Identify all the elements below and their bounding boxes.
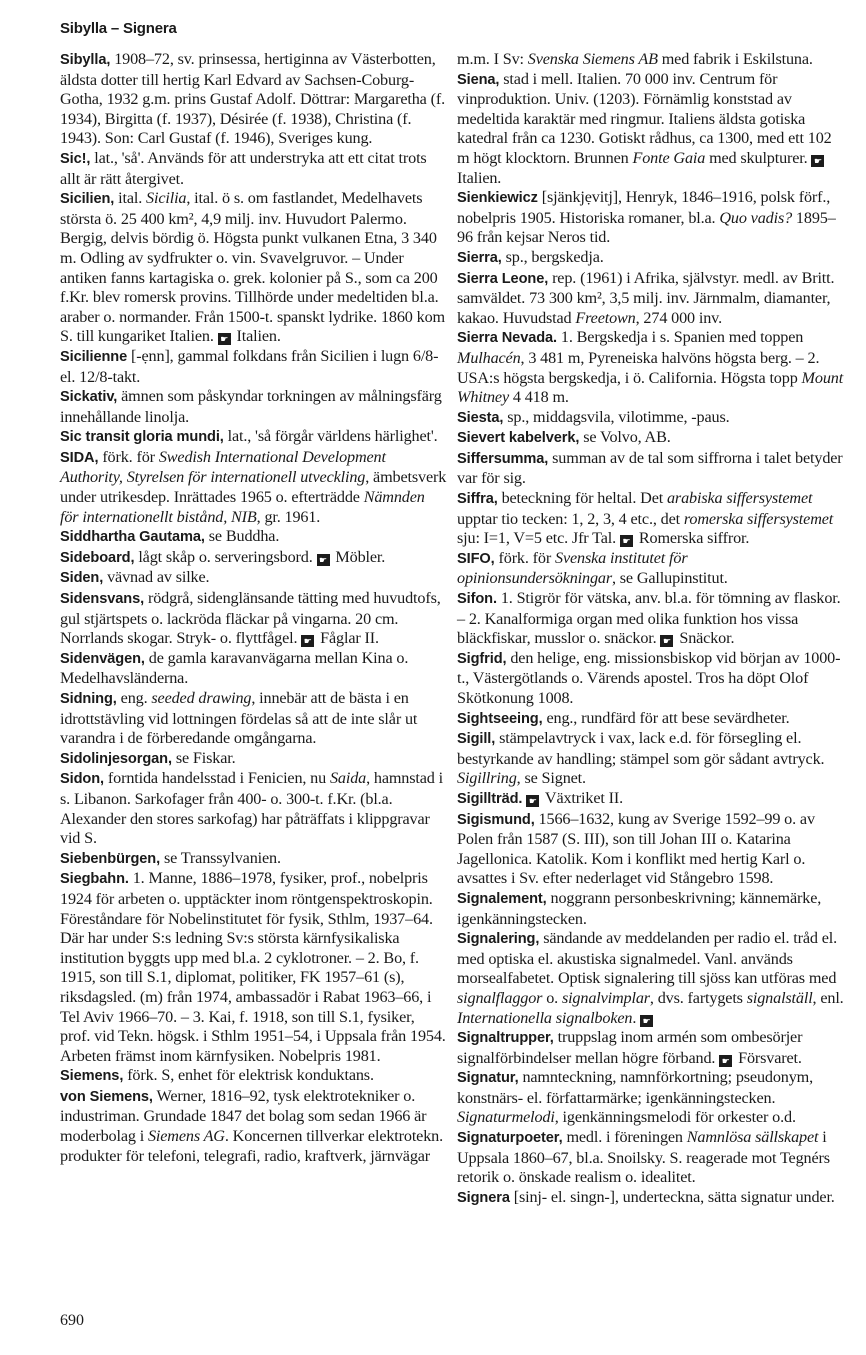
entry-text: 1895–96 från kejsar Neros tid. [457, 208, 836, 247]
entry-text: Werner, 1816–92, tysk elektrotekniker o. industriman. Grundade 1847 det bolag som sedan 1966 är moderbolag i [60, 1086, 427, 1146]
entry-italic-text: Mount Whitney [457, 368, 844, 407]
dictionary-entry [60, 189, 447, 347]
dictionary-entry [60, 849, 447, 870]
entry-italic-text: Svenska institutet för opinionsundersökningar [457, 548, 688, 588]
pointer-box-icon: ☛ [640, 1015, 653, 1027]
entry-italic-text: signalvimplar [561, 988, 650, 1007]
entry-text: se Fiskar. [171, 748, 236, 767]
entry-headword: Sienkiewicz [457, 190, 538, 207]
dictionary-entry [60, 689, 447, 749]
entry-text: 1. Bergskedja i s. Spanien med toppen [557, 328, 804, 347]
pointer-box-icon: ☛ [526, 795, 539, 807]
entry-headword: Signaltrupper, [457, 1030, 554, 1047]
pointer-box-icon: ☛ [317, 554, 330, 566]
dictionary-entry [457, 408, 844, 429]
entry-text: sju: I=1, V=5 etc. Jfr Tal. [457, 529, 620, 548]
entry-text: 4 418 m. [509, 388, 569, 407]
dictionary-entry [457, 729, 844, 789]
entry-text: rep. (1961) i Afrika, självstyr. medl. av Britt. samväldet. 73 300 km², 3,5 milj. inv. Järnmalm, diamanter, kakao. Huvudstad [457, 268, 835, 327]
dictionary-entry [60, 649, 447, 689]
dictionary-entry [60, 749, 447, 770]
entry-italic-text: Svenska Siemens AB [527, 50, 658, 68]
entry-text: vävnad av silke. [103, 568, 210, 587]
pointer-box-icon: ☛ [218, 333, 231, 345]
dictionary-entry [60, 1066, 447, 1087]
entry-headword: Siffersumma, [457, 450, 549, 467]
dictionary-entry [457, 589, 844, 649]
dictionary-entry [60, 548, 447, 569]
entry-headword: Sigillträd. [457, 790, 523, 807]
dictionary-entry [457, 789, 844, 810]
entry-headword: Sidensvans, [60, 591, 145, 608]
entry-text: namnteckning, namnförkortning; pseudonym, konstnärs- el. författarmärke; igenkänningstecken. [457, 1068, 814, 1107]
entry-italic-text: Swedish International Development Authority, Styrelsen för internationell utveckling [60, 447, 386, 487]
dictionary-entry [457, 428, 844, 449]
entry-headword: SIDA, [60, 449, 99, 466]
entry-text: , 3 481 m, Pyreneiska halvöns högsta berg. – 2. USA:s högsta bergskedja, i ö. California. Högsta topp [457, 348, 820, 387]
entry-text: upptar tio tecken: 1, 2, 3, 4 etc., det [457, 509, 684, 528]
entry-text: truppslag inom armén som ombesörjer signalförbindelser mellan högre förband. [457, 1028, 803, 1067]
entry-headword: Signatur, [457, 1070, 519, 1087]
dictionary-entry [60, 589, 447, 649]
entry-headword: Sidolinjesorgan, [60, 750, 172, 767]
entry-text: sändande av meddelanden per radio el. tråd el. med optiska el. akustiska signalmedel. Vanl. används morsealfabetet. Optisk signalering till sjöss kan utföras med [457, 929, 838, 988]
entry-headword: SIFO, [457, 550, 495, 567]
dictionary-entry [457, 1128, 844, 1188]
entry-italic-text: Mulhacén [457, 348, 521, 367]
dictionary-entry [457, 1028, 844, 1068]
entry-text: [sinj- el. singn-], underteckna, sätta signatur under. [509, 1187, 835, 1206]
entry-text: eng. [116, 689, 152, 707]
entry-headword: Sierra Leone, [457, 270, 549, 287]
entry-text: , dvs. fartygets [649, 988, 747, 1007]
pointer-box-icon: ☛ [811, 155, 824, 167]
page-number: 690 [60, 1312, 84, 1329]
dictionary-entry [457, 70, 844, 189]
entry-text: lat., 'så förgår världens härlighet'. [223, 427, 438, 446]
entry-headword: Siesta, [457, 409, 504, 426]
dictionary-entry [457, 328, 844, 407]
entry-headword: Siddhartha Gautama, [60, 529, 205, 546]
entry-text: m.m. I Sv: [457, 50, 528, 68]
entry-text: Romerska siffror. [634, 529, 750, 548]
entry-headword: Signalement, [457, 890, 547, 907]
entry-headword: Siena, [457, 71, 500, 88]
entry-text: , 274 000 inv. [635, 308, 722, 327]
pointer-box-icon: ☛ [301, 635, 314, 647]
entry-text: 1. Stigrör för vätska, anv. bl.a. för tömning av flaskor. – 2. Kanalformiga organ med olika funktion hos vissa bläckfiskar, musslor o. snäckor. [457, 589, 841, 648]
entry-text: , hamnstad i s. Libanon. Sarkofager från 400- o. 300-t. f.Kr. (bl.a. Alexander den stores sarkofag) har påträffats i klippgravar vid S. [60, 769, 443, 848]
dictionary-entry [457, 929, 844, 1028]
entry-text: Möbler. [331, 547, 386, 566]
entry-text: förk. för [494, 548, 555, 567]
entry-text: lågt skåp o. serveringsbord. [134, 547, 317, 566]
dictionary-entry [60, 1087, 447, 1166]
entry-text: de gamla karavanvägarna mellan Kina o. Medelhavsländerna. [60, 648, 409, 688]
entry-text: , innebär att de bästa i en idrottstävling vid lottningen fördelas så att de inte slår ut varandra i de förberedande omgångarna. [60, 689, 418, 748]
dictionary-entry [457, 1188, 844, 1209]
entry-text: eng., rundfärd för att bese sevärdheter. [542, 708, 790, 727]
entry-text: 1. Manne, 1886–1978, fysiker, prof., nobelpris 1924 för arbeten o. upptäckter inom röntgenspektroskopin. Föreståndare för Nobelinstitutet för fysik, Sthlm, 1937–64. Där har under S:s ledning Sv:s största kärnfysikaliska institution byggts upp med bl.a. 2 cyklotroner. – 2. Bo, f. 1915, son till S.1, diplomat, politiker, FK 1957–61 (s), riksdagsled. (m) från 1974, ambassadör i Rabat 1963–66, i Tel Aviv 1966–70. – 3. Kai, f. 1918, son till S.1, fysiker, prof. vid Tekn. högsk. i Sthlm 1951–54, i Uppsala från 1954. Arbeten främst inom kärnfysiken. Nobelpris 1981. [60, 869, 446, 1065]
dictionary-entry [457, 649, 844, 709]
dictionary-entry [457, 269, 844, 329]
entry-text: , enl. [812, 988, 844, 1007]
right-column [457, 50, 844, 1208]
entry-headword: Siffra, [457, 491, 498, 508]
entry-text: , gr. 1961. [256, 507, 321, 526]
left-column [60, 50, 447, 1166]
entry-headword: Sidning, [60, 691, 117, 707]
entry-text: ital. [114, 189, 147, 208]
entry-headword: Sievert kabelverk, [457, 430, 580, 447]
entry-text: Italien. [457, 168, 502, 187]
pointer-box-icon: ☛ [660, 635, 673, 647]
entry-headword: Sic!, [60, 150, 91, 167]
entry-headword: Signera [457, 1189, 510, 1206]
entry-italic-text: Signaturmelodi [457, 1108, 555, 1127]
dictionary-entry [60, 50, 447, 149]
dictionary-entry [60, 869, 447, 1066]
entry-text: summan av de tal som siffrorna i talet betyder var för sig. [457, 448, 843, 488]
entry-text: se Volvo, AB. [579, 428, 671, 447]
entry-text: Snäckor. [675, 629, 735, 648]
pointer-box-icon: ☛ [620, 535, 633, 547]
entry-italic-text: romerska siffersystemet [683, 509, 834, 528]
entry-italic-text: signalflaggor [457, 988, 543, 1007]
entry-text: se Transsylvanien. [160, 848, 281, 867]
entry-text: , ital. ö s. om fastlandet, Medelhavets största ö. 25 400 km², 4,9 milj. inv. Huvudort Palermo. Bergig, delvis bördig ö. Högsta punkt vulkanen Etna, 3 340 m. Odling av sydfrukter o. vin. Svavelgruvor. – Under antiken fanns kartagiska o. grek. kolonier på S., som ca 200 f.Kr. blev romersk provins. Tillhörde under medeltiden bl.a. araber o. normander. Från 1500-t. spanskt lydrike. 1860 kom S. till kungariket Italien. [60, 189, 445, 346]
entry-text: [-ẹnn], gammal folkdans från Sicilien i lugn 6/8- el. 12/8-takt. [60, 346, 439, 386]
dictionary-entry [457, 709, 844, 730]
entry-headword: Siebenbürgen, [60, 850, 161, 867]
entry-text: , ämbetsverk under utrikesdep. Inrättades 1965 o. efterträdde [60, 468, 447, 507]
entry-text: med skulpturer. [705, 148, 812, 167]
entry-text: 1908–72, sv. prinsessa, hertiginna av Västerbotten, äldsta dotter till hertig Karl Edvard av Sachsen-Coburg-Gotha, 1932 g.m. prins Gustaf Adolf. Döttrar: Margaretha (f. 1934), Birgitta (f. 1937), Désirée (f. 1938), Christina (f. 1943). Son: Carl Gustaf (f. 1946), Sveriges kung. [60, 50, 445, 148]
entry-text: . [632, 1008, 641, 1027]
entry-text: [sjänkjẹvitj], Henryk, 1846–1916, polsk förf., nobelpris 1905. Historiska romaner, bl.a. [457, 188, 831, 227]
entry-text: Fåglar II. [316, 629, 379, 648]
entry-headword: Signalering, [457, 931, 540, 948]
entry-headword: Sidenvägen, [60, 650, 145, 667]
entry-headword: Siemens, [60, 1068, 124, 1085]
entry-text: i Uppsala 1860–67, bl.a. Snoilsky. S. reagerade mot Tegnérs retorik o. önskade realism o. idealitet. [457, 1128, 830, 1187]
dictionary-entry [457, 489, 844, 549]
entry-text: forntida handelsstad i Fenicien, nu [104, 769, 330, 788]
entry-headword: Sierra, [457, 249, 502, 266]
dictionary-entry [457, 1068, 844, 1128]
entry-italic-text: arabiska siffersystemet [666, 489, 813, 508]
entry-italic-text: Internationella signalboken [457, 1008, 633, 1027]
entry-text: o. [542, 988, 562, 1007]
entry-headword: Sideboard, [60, 549, 135, 566]
dictionary-entry [60, 149, 447, 189]
entry-text: med fabrik i Eskilstuna. [657, 50, 813, 68]
entry-headword: Sicilienne [60, 348, 128, 365]
entry-text: , se Signet. [516, 769, 586, 788]
dictionary-entry [457, 50, 844, 70]
entry-text: . Koncernen tillverkar elektrotekn. produkter för telefoni, telegrafi, radio, kraftverk, järnvägar [60, 1127, 443, 1165]
dictionary-entry [60, 427, 447, 448]
entry-text: , se Gallupinstitut. [611, 569, 728, 588]
entry-text: Försvaret. [734, 1048, 802, 1067]
dictionary-entry [60, 387, 447, 427]
entry-headword: Siden, [60, 570, 104, 587]
entry-text: Växtriket II. [541, 788, 623, 807]
running-head: Sibylla – Signera [60, 20, 177, 37]
entry-headword: Sightseeing, [457, 710, 543, 727]
entry-text: se Buddha. [204, 527, 280, 546]
dictionary-entry [457, 188, 844, 248]
entry-headword: Sigfrid, [457, 650, 507, 667]
entry-italic-text: Nämnden för internationellt bistånd, NIB [60, 488, 425, 526]
entry-text: 1566–1632, kung av Sverige 1592–99 o. av Polen från 1587 (S. III), son till Johan III o. Katarina Jagellonica. Katolik. Kom i konflikt med hertig Karl o. avsattes i Sv. efter nederlaget vid Stångebro 1598. [457, 809, 815, 888]
entry-text: noggrann personbeskrivning; kännemärke, igenkänningstecken. [457, 888, 822, 928]
entry-text: stad i mell. Italien. 70 000 inv. Centrum för vinproduktion. Univ. (1203). Förnämlig konststad av medeltida karaktär med ringmur. Italiens äldsta gotiska katedral från ca 1230. Gotiskt rådhus, ca 1300, med ett 102 m högt klocktorn. Brunnen [457, 69, 832, 167]
entry-text: sp., middagsvila, vilotimme, -paus. [503, 407, 730, 426]
entry-italic-text: Freetown [575, 308, 636, 327]
dictionary-entry [457, 248, 844, 269]
entry-italic-text: Saida [329, 769, 367, 788]
entry-headword: Signaturpoeter, [457, 1130, 563, 1147]
pointer-box-icon: ☛ [719, 1055, 732, 1067]
entry-text: beteckning för heltal. Det [497, 489, 667, 508]
entry-italic-text: Sigillring [457, 769, 517, 788]
entry-italic-text: Fonte Gaia [632, 148, 706, 167]
entry-italic-text: seeded drawing [151, 689, 252, 707]
dictionary-entry [457, 889, 844, 929]
dictionary-entry [60, 568, 447, 589]
entry-italic-text: Sicilia [146, 189, 187, 208]
entry-text: Italien. [232, 327, 281, 346]
entry-text: , igenkänningsmelodi för orkester o.d. [554, 1108, 796, 1127]
entry-headword: Sic transit gloria mundi, [60, 429, 224, 446]
dictionary-entry [457, 549, 844, 589]
entry-headword: Sickativ, [60, 389, 118, 406]
entry-text: rödgrå, sidenglänsande tätting med huvudtofs, gul stjärtspets o. lackröda fläckar på vingarna. 20 cm. Norrlands skogar. Stryk- o. flyttfågel. [60, 589, 441, 648]
entry-headword: Sifon. [457, 591, 497, 608]
entry-text: den helige, eng. missionsbiskop vid början av 1000-t., Västergötlands o. Värends apostel. Tros ha döpt Olof Skötkonung 1008. [457, 648, 841, 707]
entry-italic-text: Namnlösa sällskapet [686, 1128, 819, 1147]
dictionary-entry [60, 769, 447, 848]
entry-headword: Sigismund, [457, 811, 535, 828]
entry-headword: Sierra Nevada. [457, 330, 558, 347]
entry-text: förk. S, enhet för elektrisk konduktans. [123, 1066, 374, 1085]
entry-italic-text: signalställ [746, 988, 813, 1007]
dictionary-entry [60, 347, 447, 387]
entry-headword: Sidon, [60, 771, 104, 788]
dictionary-entry [60, 527, 447, 548]
entry-headword: Sibylla, [60, 52, 111, 68]
entry-italic-text: Quo vadis? [719, 208, 793, 227]
entry-headword: Sigill, [457, 731, 496, 748]
entry-headword: Sicilien, [60, 191, 115, 208]
entry-text: lat., 'så'. Används för att understryka att ett citat trots allt är rätt återgivet. [60, 148, 427, 188]
entry-headword: Siegbahn. [60, 871, 129, 888]
entry-text: ämnen som påskyndar torkningen av målningsfärg innehållande linolja. [60, 387, 442, 426]
entry-text: förk. för [98, 447, 159, 466]
dictionary-entry [457, 449, 844, 489]
entry-text: sp., bergskedja. [501, 247, 604, 266]
dictionary-entry [457, 810, 844, 889]
entry-italic-text: Siemens AG [147, 1127, 225, 1146]
dictionary-entry [60, 448, 447, 527]
entry-text: stämpelavtryck i vax, lack e.d. för försegling el. bestyrkande av handling; stämpel som gör sådant avtryck. [457, 729, 825, 768]
entry-headword: von Siemens, [60, 1088, 153, 1105]
entry-text: medl. i föreningen [562, 1128, 687, 1147]
